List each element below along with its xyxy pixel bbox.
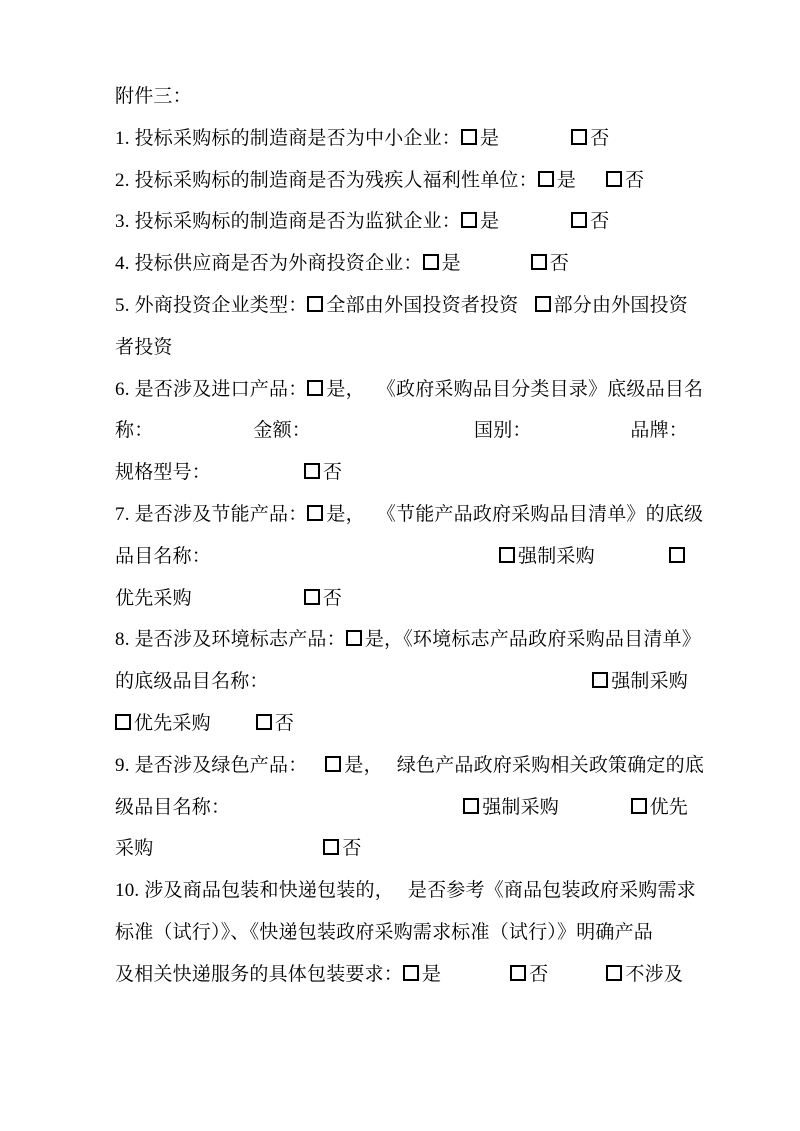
- attachment-form: [115, 76, 705, 996]
- checkbox-item4-no[interactable]: [531, 253, 569, 274]
- text-run: 者投资: [115, 336, 173, 358]
- checkbox-item9-mandatory-procurement[interactable]: [463, 797, 559, 818]
- text-run: 2. 投标采购标的制造商是否为残疾人福利性单位：: [115, 169, 538, 191]
- checkbox-label: 否: [342, 838, 362, 860]
- checkbox-square-icon: [307, 380, 323, 396]
- text-run: 金额：: [253, 420, 312, 442]
- checkbox-label: 全部由外国投资者投资: [326, 294, 519, 316]
- checkbox-item1-yes[interactable]: [461, 128, 499, 149]
- item7-line2: [115, 536, 688, 578]
- attachment-title: 附件三：: [115, 86, 192, 107]
- form-item-2: [115, 160, 688, 202]
- text-run: 是否参考《商品包装政府采购需求: [407, 880, 696, 902]
- checkbox-item10-not-involved[interactable]: [606, 964, 683, 985]
- text-run: 《政府采购品目分类目录》底级品目名: [376, 378, 704, 400]
- checkbox-item1-no[interactable]: [571, 128, 609, 149]
- text-run: 采购: [115, 838, 154, 860]
- spacer: [383, 770, 397, 771]
- checkbox-label: 否: [323, 462, 343, 484]
- checkbox-item6-no[interactable]: [304, 462, 342, 483]
- checkbox-label: 否: [274, 712, 295, 734]
- text-run: 《环境标志产品政府采购品目清单》: [403, 629, 701, 651]
- text-run: 9. 是否涉及绿色产品：: [115, 754, 308, 776]
- checkbox-label: 否: [529, 963, 549, 985]
- text-run: 3. 投标采购标的制造商是否为监狱企业：: [115, 211, 462, 233]
- checkbox-label: 否: [590, 127, 610, 149]
- checkbox-square-icon: [531, 254, 547, 270]
- item8-line2: [115, 661, 688, 703]
- item10-line1: [115, 870, 696, 912]
- checkbox-square-icon: [510, 965, 526, 981]
- checkbox-item9-no[interactable]: [323, 838, 361, 859]
- checkbox-square-icon: [571, 212, 587, 228]
- checkbox-label: 强制采购: [611, 671, 688, 693]
- checkbox-item7-mandatory-procurement[interactable]: [499, 546, 595, 567]
- item3-line1: [115, 201, 688, 243]
- checkbox-square-icon: [307, 296, 323, 312]
- checkbox-square-icon: [499, 547, 515, 563]
- checkbox-item4-yes[interactable]: [423, 253, 461, 274]
- item2-line1: [115, 160, 688, 202]
- checkbox-label: 是，: [344, 754, 383, 776]
- spacer: [394, 895, 408, 896]
- spacer: [211, 561, 499, 562]
- checkbox-square-icon: [592, 672, 608, 688]
- checkbox-item3-no[interactable]: [571, 211, 609, 232]
- form-item-8: [115, 619, 701, 744]
- spacer: [211, 728, 256, 729]
- form-item-1: [115, 118, 688, 160]
- checkbox-label: 否: [625, 169, 645, 191]
- checkbox-item6-yes[interactable]: [307, 379, 364, 400]
- text-run: 1. 投标采购标的制造商是否为中小企业：: [115, 127, 462, 149]
- checkbox-item2-yes[interactable]: [538, 170, 576, 191]
- item7-line1: [115, 494, 704, 536]
- text-run: 品牌：: [630, 420, 688, 442]
- checkbox-square-icon: [304, 589, 320, 605]
- checkbox-label: 优先采购: [134, 712, 211, 734]
- checkbox-square-icon: [461, 212, 477, 228]
- checkbox-square-icon: [571, 129, 587, 145]
- spacer: [153, 853, 323, 854]
- checkbox-item2-no[interactable]: [606, 170, 644, 191]
- form-item-4: [115, 243, 688, 285]
- checkbox-label: 是，: [326, 503, 365, 525]
- checkbox-label: 是: [480, 211, 500, 233]
- item10-line2: [115, 912, 688, 954]
- checkbox-item9-yes[interactable]: [325, 755, 382, 776]
- item6-line2: [115, 410, 688, 452]
- item6-line1: [115, 369, 704, 411]
- text-run: 6. 是否涉及进口产品：: [115, 378, 308, 400]
- text-run: 称：: [115, 420, 154, 442]
- form-item-6: [115, 369, 704, 494]
- text-run: 国别：: [474, 420, 532, 442]
- checkbox-label: 否: [322, 587, 343, 609]
- item9-line2: [115, 787, 688, 829]
- spacer: [211, 477, 304, 478]
- text-run: 10. 涉及商品包装和快递包装的，: [115, 880, 394, 902]
- checkbox-square-icon: [423, 254, 439, 270]
- checkbox-item8-priority-procurement[interactable]: [115, 713, 211, 734]
- checkbox-label: 是，: [364, 629, 404, 651]
- form-item-5: [115, 285, 688, 369]
- form-item-10: [115, 870, 696, 995]
- spacer: [365, 394, 377, 395]
- checkbox-label: 不涉及: [625, 963, 684, 985]
- checkbox-square-icon: [403, 965, 419, 981]
- text-run: 及相关快递服务的具体包装要求：: [115, 963, 404, 985]
- item9-line3: [115, 828, 688, 870]
- spacer: [311, 435, 474, 436]
- item1-line1: [115, 118, 688, 160]
- text-run: 5. 外商投资企业类型：: [115, 294, 308, 316]
- attachment-title-line: [115, 76, 688, 118]
- checkbox-label: 强制采购: [482, 796, 560, 818]
- spacer: [576, 185, 606, 186]
- checkbox-square-icon: [323, 839, 339, 855]
- checkbox-item5-fully-foreign-invested[interactable]: [307, 295, 518, 316]
- text-run: 标准（试行）》、《快递包装政府采购需求标准（试行）》明确产品: [115, 921, 654, 943]
- spacer: [192, 603, 304, 604]
- spacer: [230, 812, 463, 813]
- text-run: 级品目名称：: [115, 796, 231, 818]
- checkbox-item7-priority-procurement[interactable]: [669, 536, 688, 578]
- checkbox-item3-yes[interactable]: [461, 211, 499, 232]
- spacer: [461, 268, 531, 269]
- checkbox-square-icon: [115, 714, 131, 730]
- checkbox-item8-no[interactable]: [256, 713, 294, 734]
- text-run: 品目名称：: [115, 545, 212, 567]
- item10-line3: [115, 954, 688, 996]
- text-run: 7. 是否涉及节能产品：: [115, 503, 308, 525]
- checkbox-item5-partially-foreign-invested[interactable]: [535, 285, 688, 327]
- item6-line3: [115, 452, 688, 494]
- checkbox-square-icon: [669, 547, 685, 563]
- checkbox-square-icon: [346, 630, 362, 646]
- spacer: [499, 143, 571, 144]
- checkbox-item10-no[interactable]: [510, 964, 548, 985]
- checkbox-label: 部分由外国投资: [553, 294, 688, 316]
- item5-line1: [115, 285, 688, 327]
- checkbox-square-icon: [325, 756, 341, 772]
- text-run: 规格型号：: [115, 462, 212, 484]
- item7-line3: [115, 578, 688, 620]
- checkbox-label: 强制采购: [518, 545, 595, 567]
- spacer: [153, 435, 253, 436]
- checkbox-square-icon: [631, 798, 647, 814]
- checkbox-item7-no[interactable]: [304, 588, 342, 609]
- checkbox-item7-yes[interactable]: [307, 504, 364, 525]
- text-run: 《节能产品政府采购品目清单》的底级: [376, 503, 704, 525]
- checkbox-square-icon: [535, 296, 551, 312]
- form-item-3: [115, 201, 688, 243]
- checkbox-label: 是: [480, 127, 500, 149]
- spacer: [499, 226, 571, 227]
- checkbox-square-icon: [461, 129, 477, 145]
- checkbox-square-icon: [606, 171, 622, 187]
- form-item-9: [115, 745, 705, 870]
- text-run: 4. 投标供应商是否为外商投资企业：: [115, 253, 423, 275]
- item4-line1: [115, 243, 688, 285]
- spacer: [307, 770, 325, 771]
- item9-line1: [115, 745, 705, 787]
- checkbox-square-icon: [304, 463, 320, 479]
- checkbox-item8-yes[interactable]: [346, 629, 403, 650]
- checkbox-label: 否: [549, 253, 570, 275]
- spacer: [441, 979, 510, 980]
- text-run: 绿色产品政府采购相关政策确定的底: [396, 754, 705, 776]
- checkbox-square-icon: [307, 505, 323, 521]
- checkbox-label: 是: [556, 169, 577, 191]
- checkbox-label: 是: [441, 253, 461, 275]
- checkbox-square-icon: [606, 965, 622, 981]
- text-run: 8. 是否涉及环境标志产品：: [115, 629, 346, 651]
- item8-line3: [115, 703, 688, 745]
- checkbox-item8-mandatory-procurement[interactable]: [592, 661, 688, 703]
- item8-line1: [115, 619, 701, 661]
- form-item-7: [115, 494, 704, 619]
- checkbox-square-icon: [463, 798, 479, 814]
- text-run: 的底级品目名称：: [115, 671, 269, 693]
- spacer: [548, 979, 606, 980]
- checkbox-item10-yes[interactable]: [403, 964, 441, 985]
- checkbox-label: 是，: [326, 378, 365, 400]
- checkbox-label: 否: [590, 211, 610, 233]
- text-run: 优先采购: [115, 587, 192, 609]
- checkbox-square-icon: [256, 714, 272, 730]
- spacer: [365, 519, 377, 520]
- checkbox-square-icon: [538, 171, 554, 187]
- checkbox-item9-priority-procurement[interactable]: [631, 787, 688, 829]
- checkbox-label: 优先: [649, 796, 688, 818]
- item5-line2: [115, 327, 688, 369]
- checkbox-label: 是: [422, 963, 442, 985]
